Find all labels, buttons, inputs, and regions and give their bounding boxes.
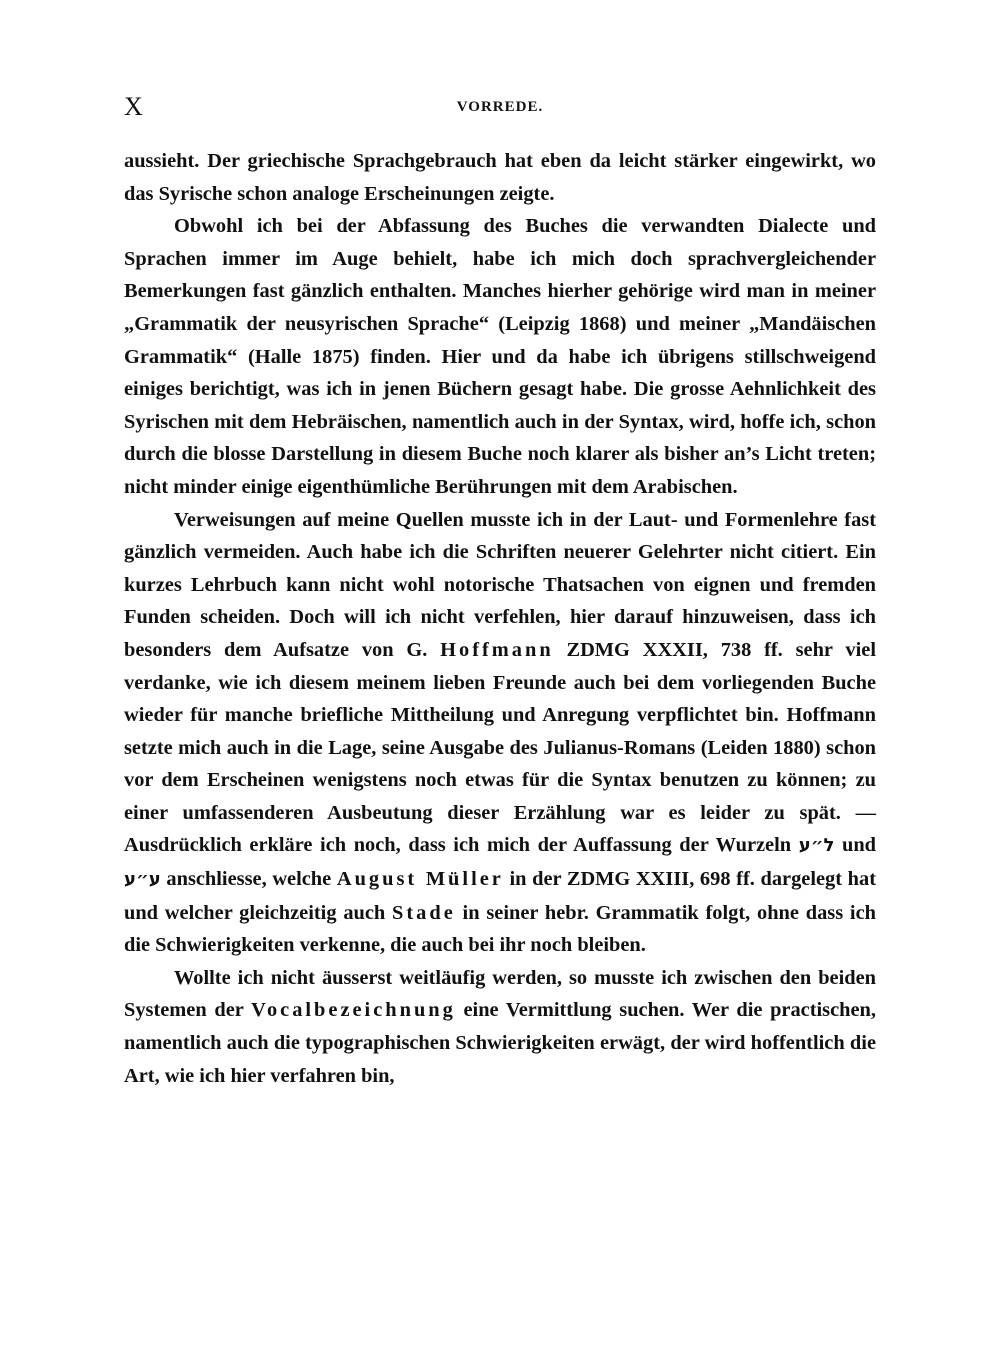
term-vocalbezeichnung: Vocalbezeichnung	[251, 999, 456, 1022]
page-number: X	[124, 92, 143, 121]
hebrew-root-lamed-ayin: ל״ע	[798, 835, 835, 857]
paragraph-4-text-2: eine Vermittlung suchen. Wer die practischen, namentlich auch die typographischen Schwierigkeiten erwägt, der wird hoffentlich die Art, wie ich hier verfahren bin,	[124, 999, 876, 1087]
author-name-hoffmann: Hoffmann	[440, 638, 554, 661]
author-name-stade: Stade	[392, 901, 456, 924]
hebrew-root-ayin-ayin: ע״ע	[124, 869, 161, 891]
running-title: VORREDE.	[456, 99, 544, 115]
paragraph-2: Obwohl ich bei der Abfassung des Buches die verwandten Dialecte und Sprachen immer im Auge behielt, habe ich mich doch sprachvergleichender Bemerkungen fast gänzlich enthalten. Manches hierher gehörige wird man in meiner „Grammatik der neusyrischen Sprache“ (Leipzig 1868) und meiner „Mandäischen Grammatik“ (Halle 1875) finden. Hier und da habe ich übrigens stillschweigend einiges berichtigt, was ich in jenen Büchern gesagt habe. Die grosse Aehnlichkeit des Syrischen mit dem Hebräischen, namentlich auch in der Syntax, wird, hoffe ich, schon durch die blosse Darstellung in diesem Buche noch klarer als bisher an’s Licht treten; nicht minder einige eigenthümliche Berührungen mit dem Arabischen.	[124, 215, 876, 498]
paragraph-3-text-3: und	[834, 834, 877, 857]
paragraph-3-text-6: in seiner hebr. Grammatik folgt, ohne dass ich die Schwierigkeiten verkenne, die auch bei ihr noch bleiben.	[124, 901, 876, 957]
body-text	[124, 145, 876, 1092]
paragraph-3-text-1: Verweisungen auf meine Quellen musste ich in der Laut- und Formenlehre fast gänzlich vermeiden. Auch habe ich die Schriften neuerer Gelehrter nicht citiert. Ein kurzes Lehrbuch kann nicht wohl notorische Thatsachen von eignen und fremden Funden scheiden. Doch will ich nicht verfehlen, hier darauf hinzuweisen, dass ich besonders dem Aufsatze von G.	[124, 508, 876, 661]
paragraph-4-text-1: Wollte ich nicht äusserst weitläufig werden, so musste ich zwischen den beiden Systemen der	[124, 966, 876, 1022]
author-name-august-mueller: August Müller	[336, 868, 504, 891]
paragraph-3-text-2: ZDMG XXXII, 738 ff. sehr viel verdanke, wie ich diesem meinem lieben Freunde auch bei dem vorliegenden Buche wieder für manche briefliche Mittheilung und Anregung verpflichtet bin. Hoffmann setzte mich auch in die Lage, seine Ausgabe des Julianus-Romans (Leiden 1880) schon vor dem Erscheinen wenigstens noch etwas für die Syntax benutzen zu können; zu einer umfassenderen Ausbeutung dieser Erzählung war es leider zu spät. — Ausdrücklich erkläre ich noch, dass ich mich der Auffassung der Wurzeln	[124, 638, 876, 857]
page-header	[124, 92, 876, 122]
paragraph-1: aussieht. Der griechische Sprachgebrauch hat eben da leicht stärker eingewirkt, wo das Syrische schon analoge Erscheinungen zeigte.	[124, 150, 876, 205]
paragraph-3-text-4: anschliesse, welche	[160, 868, 337, 891]
paragraph-3	[124, 504, 876, 962]
paragraph-3-text-5: in der ZDMG XXIII, 698 ff. dargelegt hat und welcher gleichzeitig auch	[124, 868, 876, 924]
paragraph-4	[124, 962, 876, 1092]
